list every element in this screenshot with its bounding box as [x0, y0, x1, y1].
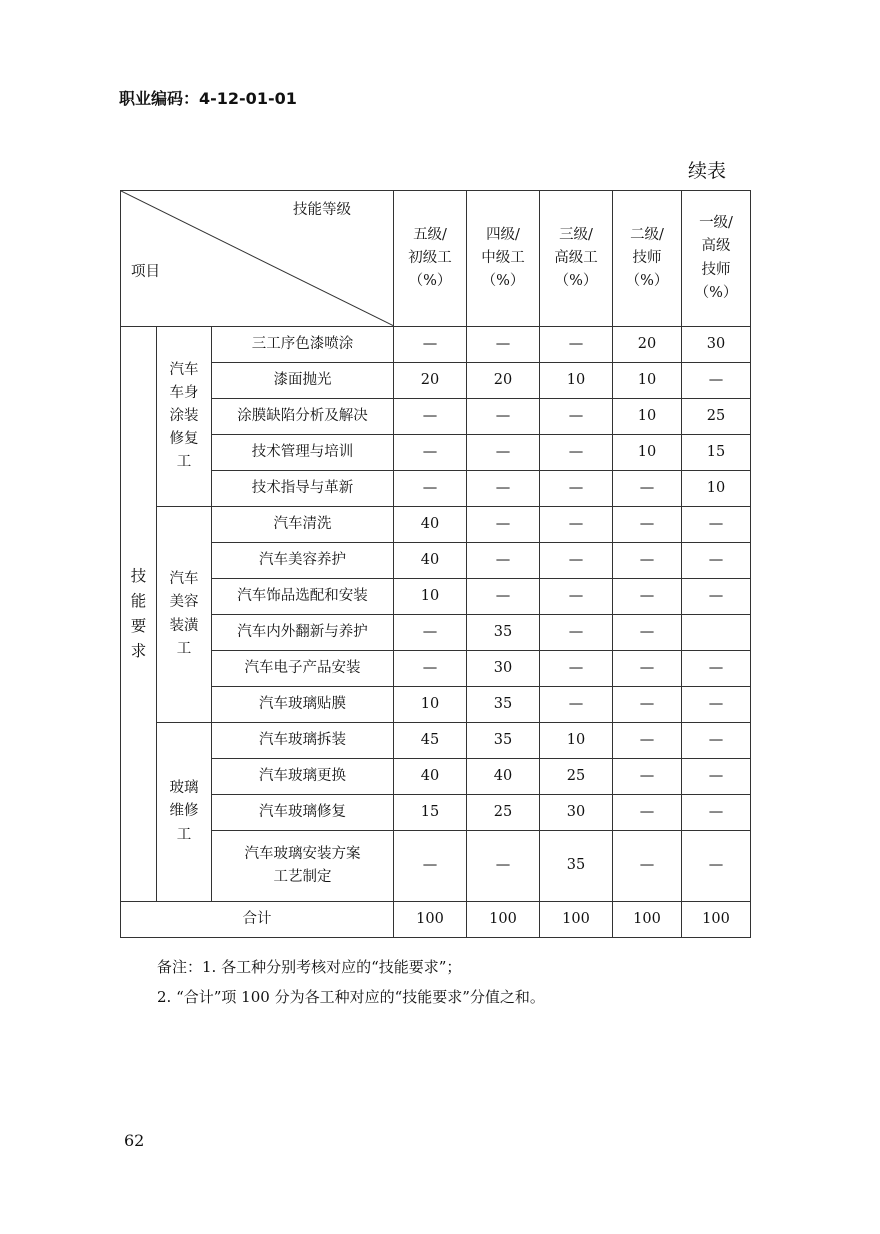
- weight-cell: —: [540, 651, 613, 687]
- weight-cell: —: [540, 507, 613, 543]
- skill-item-cell: 三工序色漆喷涂: [212, 327, 394, 363]
- table-row: [121, 687, 751, 723]
- skill-item-cell: 汽车玻璃修复: [212, 795, 394, 831]
- weight-cell: —: [682, 795, 751, 831]
- weight-cell: 10: [682, 471, 751, 507]
- level-header-line: （%）: [554, 273, 598, 290]
- skill-item-cell: 汽车内外翻新与养护: [212, 615, 394, 651]
- level-header-line: （%）: [408, 273, 452, 290]
- weight-cell: —: [540, 435, 613, 471]
- weight-cell: 40: [394, 507, 467, 543]
- skill-item-cell: 汽车玻璃贴膜: [212, 687, 394, 723]
- weight-cell: 15: [394, 795, 467, 831]
- table-row: [121, 651, 751, 687]
- level-header-line: 技师: [632, 249, 662, 266]
- skill-item-cell: 汽车玻璃更换: [212, 759, 394, 795]
- weight-cell: —: [540, 615, 613, 651]
- weight-cell: 30: [682, 327, 751, 363]
- weight-cell: —: [613, 759, 682, 795]
- level-header-line: 二级/: [630, 226, 664, 243]
- weight-cell: —: [613, 579, 682, 615]
- weight-cell: 10: [540, 363, 613, 399]
- category-cell: 技 能 要 求: [121, 327, 157, 902]
- level-header-line: （%）: [694, 284, 738, 301]
- level-header-line: 技师: [701, 261, 731, 278]
- level-header-1: [682, 191, 751, 327]
- table-row: [121, 831, 751, 902]
- weight-cell: —: [467, 579, 540, 615]
- weight-cell: —: [467, 435, 540, 471]
- weight-cell: —: [682, 759, 751, 795]
- weight-cell: —: [467, 543, 540, 579]
- table-row: [121, 399, 751, 435]
- weight-cell: —: [682, 651, 751, 687]
- weight-cell: 35: [540, 831, 613, 902]
- weight-cell: —: [613, 795, 682, 831]
- level-header-2: [613, 191, 682, 327]
- total-cell: 100: [540, 902, 613, 938]
- continued-table-label: 续表: [687, 160, 726, 182]
- weight-cell: 30: [540, 795, 613, 831]
- weight-cell: —: [394, 435, 467, 471]
- weight-cell: —: [613, 723, 682, 759]
- notes: [157, 952, 545, 1012]
- weight-cell: 30: [467, 651, 540, 687]
- weight-cell: 40: [394, 543, 467, 579]
- level-header-line: 一级/: [699, 215, 733, 232]
- corner-cell: [121, 191, 394, 327]
- weight-cell: —: [613, 831, 682, 902]
- weight-cell: —: [613, 471, 682, 507]
- occupation-code: 职业编码：4-12-01-01: [119, 89, 297, 108]
- weight-cell: 40: [467, 759, 540, 795]
- weight-cell: 25: [540, 759, 613, 795]
- table-row: [121, 543, 751, 579]
- weight-cell: —: [540, 399, 613, 435]
- weight-cell: —: [394, 651, 467, 687]
- table-row: [121, 471, 751, 507]
- level-header-3: [540, 191, 613, 327]
- weight-cell: —: [540, 471, 613, 507]
- weight-cell: 40: [394, 759, 467, 795]
- weight-cell: 10: [540, 723, 613, 759]
- weight-cell: 35: [467, 615, 540, 651]
- weight-cell: —: [613, 507, 682, 543]
- table-row: [121, 507, 751, 543]
- note-2: 2. “合计”项 100 分为各工种对应的“技能要求”分值之和。: [157, 988, 545, 1006]
- weight-cell: —: [682, 723, 751, 759]
- weight-cell: —: [613, 687, 682, 723]
- weight-cell: —: [613, 615, 682, 651]
- weight-cell: —: [682, 507, 751, 543]
- skill-item-cell: 汽车美容养护: [212, 543, 394, 579]
- table-row: [121, 363, 751, 399]
- total-cell: 100: [394, 902, 467, 938]
- table-row: [121, 435, 751, 471]
- trade-group-cell: 汽车 美容 装潢 工: [157, 507, 212, 723]
- weight-cell: —: [682, 687, 751, 723]
- weight-cell: 10: [613, 363, 682, 399]
- weight-cell: —: [394, 615, 467, 651]
- weight-cell: —: [394, 831, 467, 902]
- level-header-line: 高级: [701, 238, 731, 255]
- weight-cell: 10: [394, 687, 467, 723]
- skill-item-cell: 技术指导与革新: [212, 471, 394, 507]
- diagonal-line: [121, 191, 394, 326]
- total-row: [121, 902, 751, 938]
- weight-cell: 25: [467, 795, 540, 831]
- table-row: [121, 327, 751, 363]
- weight-cell: —: [682, 543, 751, 579]
- weight-cell: 15: [682, 435, 751, 471]
- weight-cell: —: [613, 543, 682, 579]
- weight-cell: 20: [394, 363, 467, 399]
- weight-cell: —: [467, 399, 540, 435]
- table-row: [121, 579, 751, 615]
- table-row: [121, 795, 751, 831]
- total-cell: 100: [682, 902, 751, 938]
- total-label: 合计: [121, 902, 394, 938]
- skill-item-cell: 涂膜缺陷分析及解决: [212, 399, 394, 435]
- trade-group-cell: 汽车 车身 涂装 修复 工: [157, 327, 212, 507]
- skill-item-cell: 汽车清洗: [212, 507, 394, 543]
- skill-weight-table: [120, 190, 751, 938]
- table-row: [121, 615, 751, 651]
- weight-cell: —: [467, 507, 540, 543]
- weight-cell: 10: [613, 435, 682, 471]
- corner-top-label: 技能等级: [293, 202, 351, 218]
- total-cell: 100: [613, 902, 682, 938]
- trade-group-cell: 玻璃 维修 工: [157, 723, 212, 902]
- weight-cell: —: [394, 327, 467, 363]
- weight-cell: —: [540, 579, 613, 615]
- weight-cell: 25: [682, 399, 751, 435]
- weight-cell: [682, 615, 751, 651]
- page-number: 62: [124, 1131, 145, 1150]
- skill-item-cell: 汽车玻璃拆装: [212, 723, 394, 759]
- weight-cell: —: [467, 831, 540, 902]
- skill-item-cell: 汽车玻璃安装方案 工艺制定: [212, 831, 394, 902]
- weight-cell: —: [540, 327, 613, 363]
- weight-cell: 20: [467, 363, 540, 399]
- note-1: 备注：1. 各工种分别考核对应的“技能要求”；: [157, 958, 462, 976]
- table-row: [121, 759, 751, 795]
- weight-cell: 45: [394, 723, 467, 759]
- weight-cell: —: [394, 399, 467, 435]
- level-header-5: [394, 191, 467, 327]
- weight-cell: —: [540, 543, 613, 579]
- weight-cell: 20: [613, 327, 682, 363]
- weight-cell: —: [467, 471, 540, 507]
- level-header-line: 五级/: [413, 226, 447, 243]
- total-cell: 100: [467, 902, 540, 938]
- weight-cell: —: [467, 327, 540, 363]
- skill-item-cell: 漆面抛光: [212, 363, 394, 399]
- weight-cell: 35: [467, 687, 540, 723]
- table-row: [121, 723, 751, 759]
- weight-cell: —: [682, 363, 751, 399]
- level-header-line: 四级/: [486, 226, 520, 243]
- level-header-line: 初级工: [408, 249, 452, 266]
- level-header-line: （%）: [481, 273, 525, 290]
- weight-cell: —: [682, 831, 751, 902]
- level-header-4: [467, 191, 540, 327]
- weight-cell: —: [394, 471, 467, 507]
- corner-left-label: 项目: [131, 264, 160, 280]
- level-header-line: 高级工: [554, 249, 598, 266]
- skill-item-cell: 汽车电子产品安装: [212, 651, 394, 687]
- weight-cell: 10: [613, 399, 682, 435]
- level-header-line: 中级工: [481, 249, 525, 266]
- weight-cell: 35: [467, 723, 540, 759]
- weight-cell: —: [540, 687, 613, 723]
- weight-cell: 10: [394, 579, 467, 615]
- header-row: [121, 191, 751, 327]
- weight-cell: —: [613, 651, 682, 687]
- level-header-line: 三级/: [559, 226, 593, 243]
- weight-cell: —: [682, 579, 751, 615]
- level-header-line: （%）: [625, 273, 669, 290]
- skill-item-cell: 技术管理与培训: [212, 435, 394, 471]
- skill-item-cell: 汽车饰品选配和安装: [212, 579, 394, 615]
